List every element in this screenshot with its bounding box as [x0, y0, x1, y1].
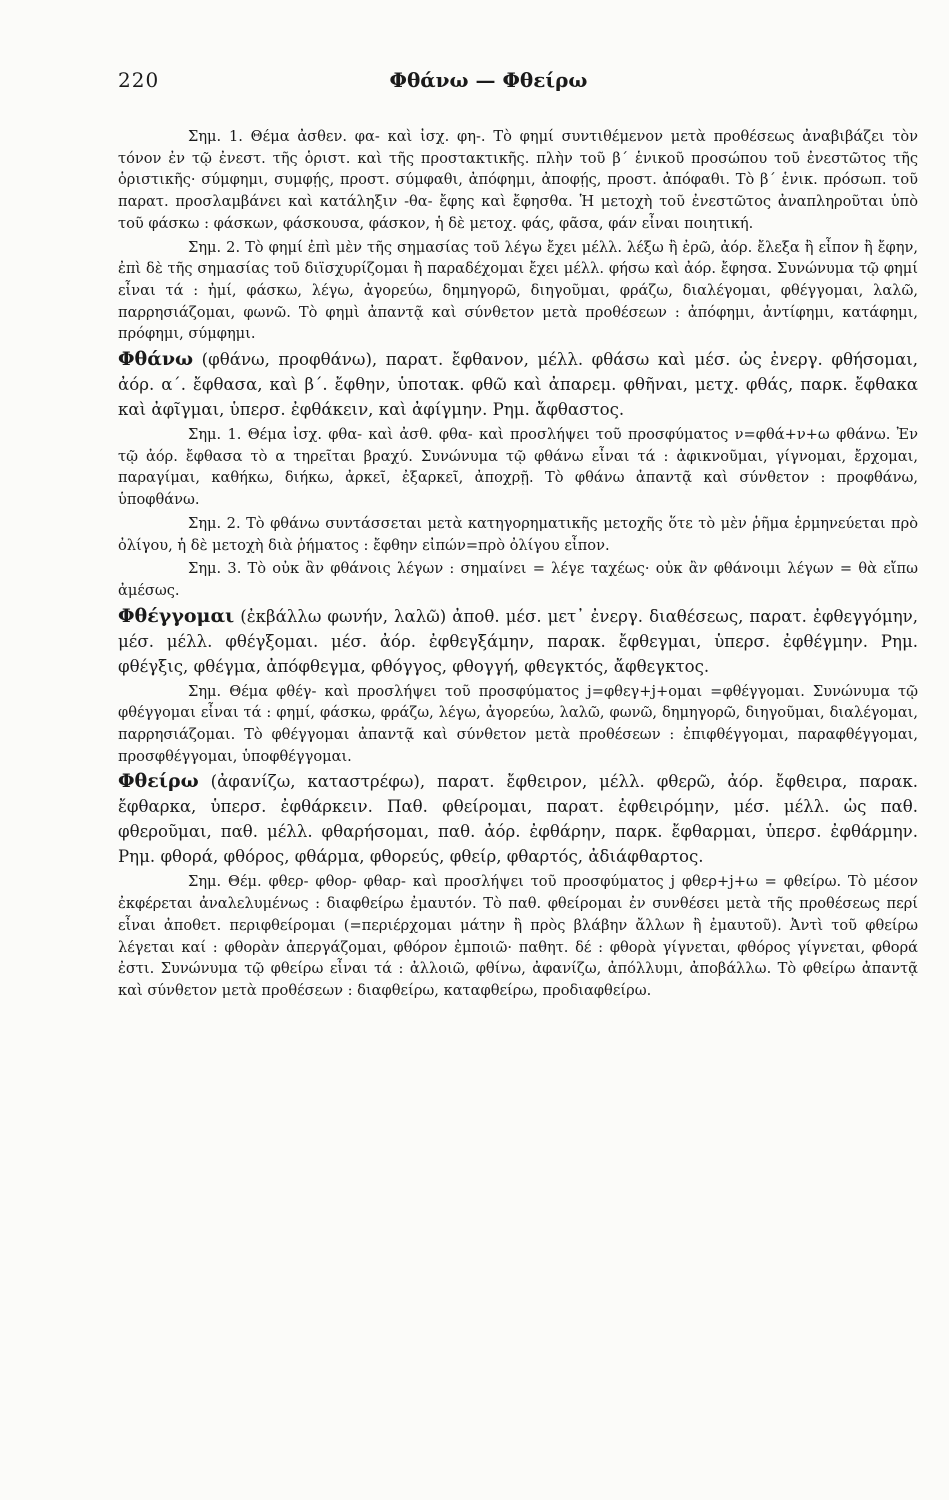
note-fthengomai: Σημ. Θέμα φθέγ- καὶ προσλήψει τοῦ προσφύματος j=φθεγ+j+ομαι =φθέγγομαι. Συνώνυμα τῷ φθέγγομαι εἶναι τά : φημί, φάσκω, φράζω, λέγω, ἀγορεύω, λαλῶ, φωνῶ, δημηγορῶ, διηγοῦμαι, διαλέγομαι, παρρησιάζομαι. Τὸ φθέγγομαι ἀπαντᾷ καὶ σύνθετον μετὰ προθέσεων : ἐπιφθέγγομαι, παραφθέγγομαι, προσφθέγγομαι, ὑποφθέγγομαι.	[118, 682, 918, 765]
headword-ftheiro: Φθείρω	[118, 770, 199, 793]
headword-fthano: Φθάνω	[118, 348, 194, 371]
page-header	[118, 68, 859, 100]
entry-fthengomai	[118, 604, 918, 679]
headword-fthengomai: Φθέγγομαι	[118, 604, 235, 627]
note-ftheiro: Σημ. Θέμ. φθερ- φθορ- φθαρ- καὶ προσλήψει τοῦ προσφύματος j φθερ+j+ω = φθείρω. Τὸ μέσον ἐκφέρεται ἀναλελυμένως : διαφθείρω ἐμαυτόν. Τὸ παθ. φθείρομαι ἐν συνθέσει μετὰ τῆς προθέσεως περί εἶναι ἀποθετ. περιφθείρομαι (=περιέρχομαι μάτην ἢ πρὸς βλάβην ἄλλων ἢ ἐμαυτοῦ). Ἀντὶ τοῦ φθείρω λέγεται καί : φθορὰν ἀπεργάζομαι, φθόρον ἐμποιῶ· παθητ. δέ : φθορὰ γίγνεται, φθόρος γίγνεται, φθορά ἐστι. Συνώνυμα τῷ φθείρω εἶναι τά : ἀλλοιῶ, φθίνω, ἀφανίζω, ἀπόλλυμι, ἀποβάλλω. Τὸ φθείρω ἀπαντᾷ καὶ σύνθετον μετὰ προθέσεων : διαφθείρω, καταφθείρω, προδιαφθείρω.	[118, 873, 918, 999]
note-fthano-2: Σημ. 2. Τὸ φθάνω συντάσσεται μετὰ κατηγορηματικῆς μετοχῆς ὅτε τὸ μὲν ῥῆμα ἑρμηνεύεται πρὸ ὀλίγου, ἡ δὲ μετοχὴ διὰ ῥήματος : ἔφθην εἰπών=πρὸ ὀλίγου εἶπον.	[118, 514, 918, 554]
note-fimi-2: Σημ. 2. Τὸ φημί ἐπὶ μὲν τῆς σημασίας τοῦ λέγω ἔχει μέλλ. λέξω ἢ ἐρῶ, ἀόρ. ἔλεξα ἢ εἶπον ἢ ἔφην, ἐπὶ δὲ τῆς σημασίας τοῦ διϊσχυρίζομαι ἢ παραδέχομαι ἔχει μέλλ. φήσω καὶ ἀόρ. ἔφησα. Συνώνυμα τῷ φημί εἶναι τά : ἠμί, φάσκω, λέγω, ἀγορεύω, δημηγορῶ, διηγοῦμαι, φράζω, διαλέγομαι, φθέγγομαι, λαλῶ, παρρησιάζομαι, φωνῶ. Τὸ φημὶ ἀπαντᾷ καὶ σύνθετον μετὰ προθέσεων : ἀπόφημι, ἀντίφημι, κατάφημι, πρόφημι, σύμφημι.	[118, 238, 918, 343]
note-fimi-1: Σημ. 1. Θέμα ἀσθεν. φα- καὶ ἰσχ. φη-. Τὸ φημί συντιθέμενον μετὰ προθέσεως ἀναβιβάζει τὸν τόνον ἐν τῷ ἐνεστ. τῆς ὁριστ. καὶ τῆς προστακτικῆς. πλὴν τοῦ β΄ ἑνικοῦ προσώπου τοῦ ἐνεστῶτος τῆς ὁριστικῆς· σύμφημι, συμφῄς, προστ. σύμφαθι, ἀπόφημι, ἀποφῄς, προστ. ἀπόφαθι. Τὸ β΄ ἑνικ. πρόσωπ. τοῦ παρατ. προσλαμβάνει καὶ κατάληξιν -θα- ἔφης καὶ ἔφησθα. Ἡ μετοχὴ τοῦ ἐνεστῶτος ἀναπληροῦται ὑπὸ τοῦ φάσκω : φάσκων, φάσκουσα, φάσκον, ἡ δὲ μετοχ. φάς, φᾶσα, φάν εἶναι ποιητική.	[118, 128, 918, 232]
entry-ftheiro-text: (ἀφανίζω, καταστρέφω), παρατ. ἔφθειρον, μέλλ. φθερῶ, ἀόρ. ἔφθειρα, παρακ. ἔφθαρκα, ὑπερσ. ἐφθάρκειν. Παθ. φθείρομαι, παρατ. ἐφθειρόμην, μέσ. μέλλ. ὡς παθ. φθεροῦμαι, παθ. μέλλ. φθαρήσομαι, παθ. ἀόρ. ἐφθάρην, παρκ. ἔφθαρμαι, ὑπερσ. ἐφθάρμην. Ρημ. φθορά, φθόρος, φθάρμα, φθορεύς, φθείρ, φθαρτός, ἀδιάφθαρτος.	[118, 772, 918, 867]
running-title: Φθάνω — Φθείρω	[389, 68, 588, 92]
entry-ftheiro	[118, 769, 918, 869]
entry-fthano	[118, 347, 918, 422]
page-number: 220	[118, 68, 160, 92]
note-fthano-3: Σημ. 3. Τὸ οὐκ ἂν φθάνοις λέγων : σημαίνει = λέγε ταχέως· οὐκ ἂν φθάνοιμι λέγων = θὰ εἴπω ἀμέσως.	[118, 560, 918, 599]
entry-fthengomai-text: (ἐκβάλλω φωνήν, λαλῶ) ἀποθ. μέσ. μετ᾿ ἐνεργ. διαθέσεως, παρατ. ἐφθεγγόμην, μέσ. μέλλ. φθέγξομαι. μέσ. ἀόρ. ἐφθεγξάμην, παρακ. ἔφθεγμαι, ὑπερσ. ἐφθέγμην. Ρημ. φθέγξις, φθέγμα, ἀπόφθεγμα, φθόγγος, φθογγή, φθεγκτός, ἄφθεγκτος.	[118, 606, 918, 676]
note-fthano-1: Σημ. 1. Θέμα ἰσχ. φθα- καὶ ἀσθ. φθα- καὶ προσλήψει τοῦ προσφύματος ν=φθά+ν+ω φθάνω. Ἐν τῷ ἀόρ. ἔφθασα τὸ α τηρεῖται βραχύ. Συνώνυμα τῷ φθάνω εἶναι τά : ἀφικνοῦμαι, γίγνομαι, ἔρχομαι, παραγίμαι, καθήκω, διήκω, ἀρκεῖ, ἐξαρκεῖ, ἀποχρῇ. Τὸ φθάνω ἀπαντᾷ καὶ σύνθετον : προφθάνω, ὑποφθάνω.	[118, 426, 918, 509]
page-body	[118, 126, 918, 1004]
entry-fthano-text: (φθάνω, προφθάνω), παρατ. ἔφθανον, μέλλ. φθάσω καὶ μέσ. ὡς ἐνεργ. φθήσομαι, ἀόρ. α΄. ἔφθασα, καὶ β΄. ἔφθην, ὑποτακ. φθῶ καὶ ἀπαρεμ. φθῆναι, μετχ. φθάς, παρκ. ἔφθακα καὶ ἀφῖγμαι, ὑπερσ. ἐφθάκειν, καὶ ἀφίγμην. Ρημ. ἄφθαστος.	[118, 350, 918, 420]
